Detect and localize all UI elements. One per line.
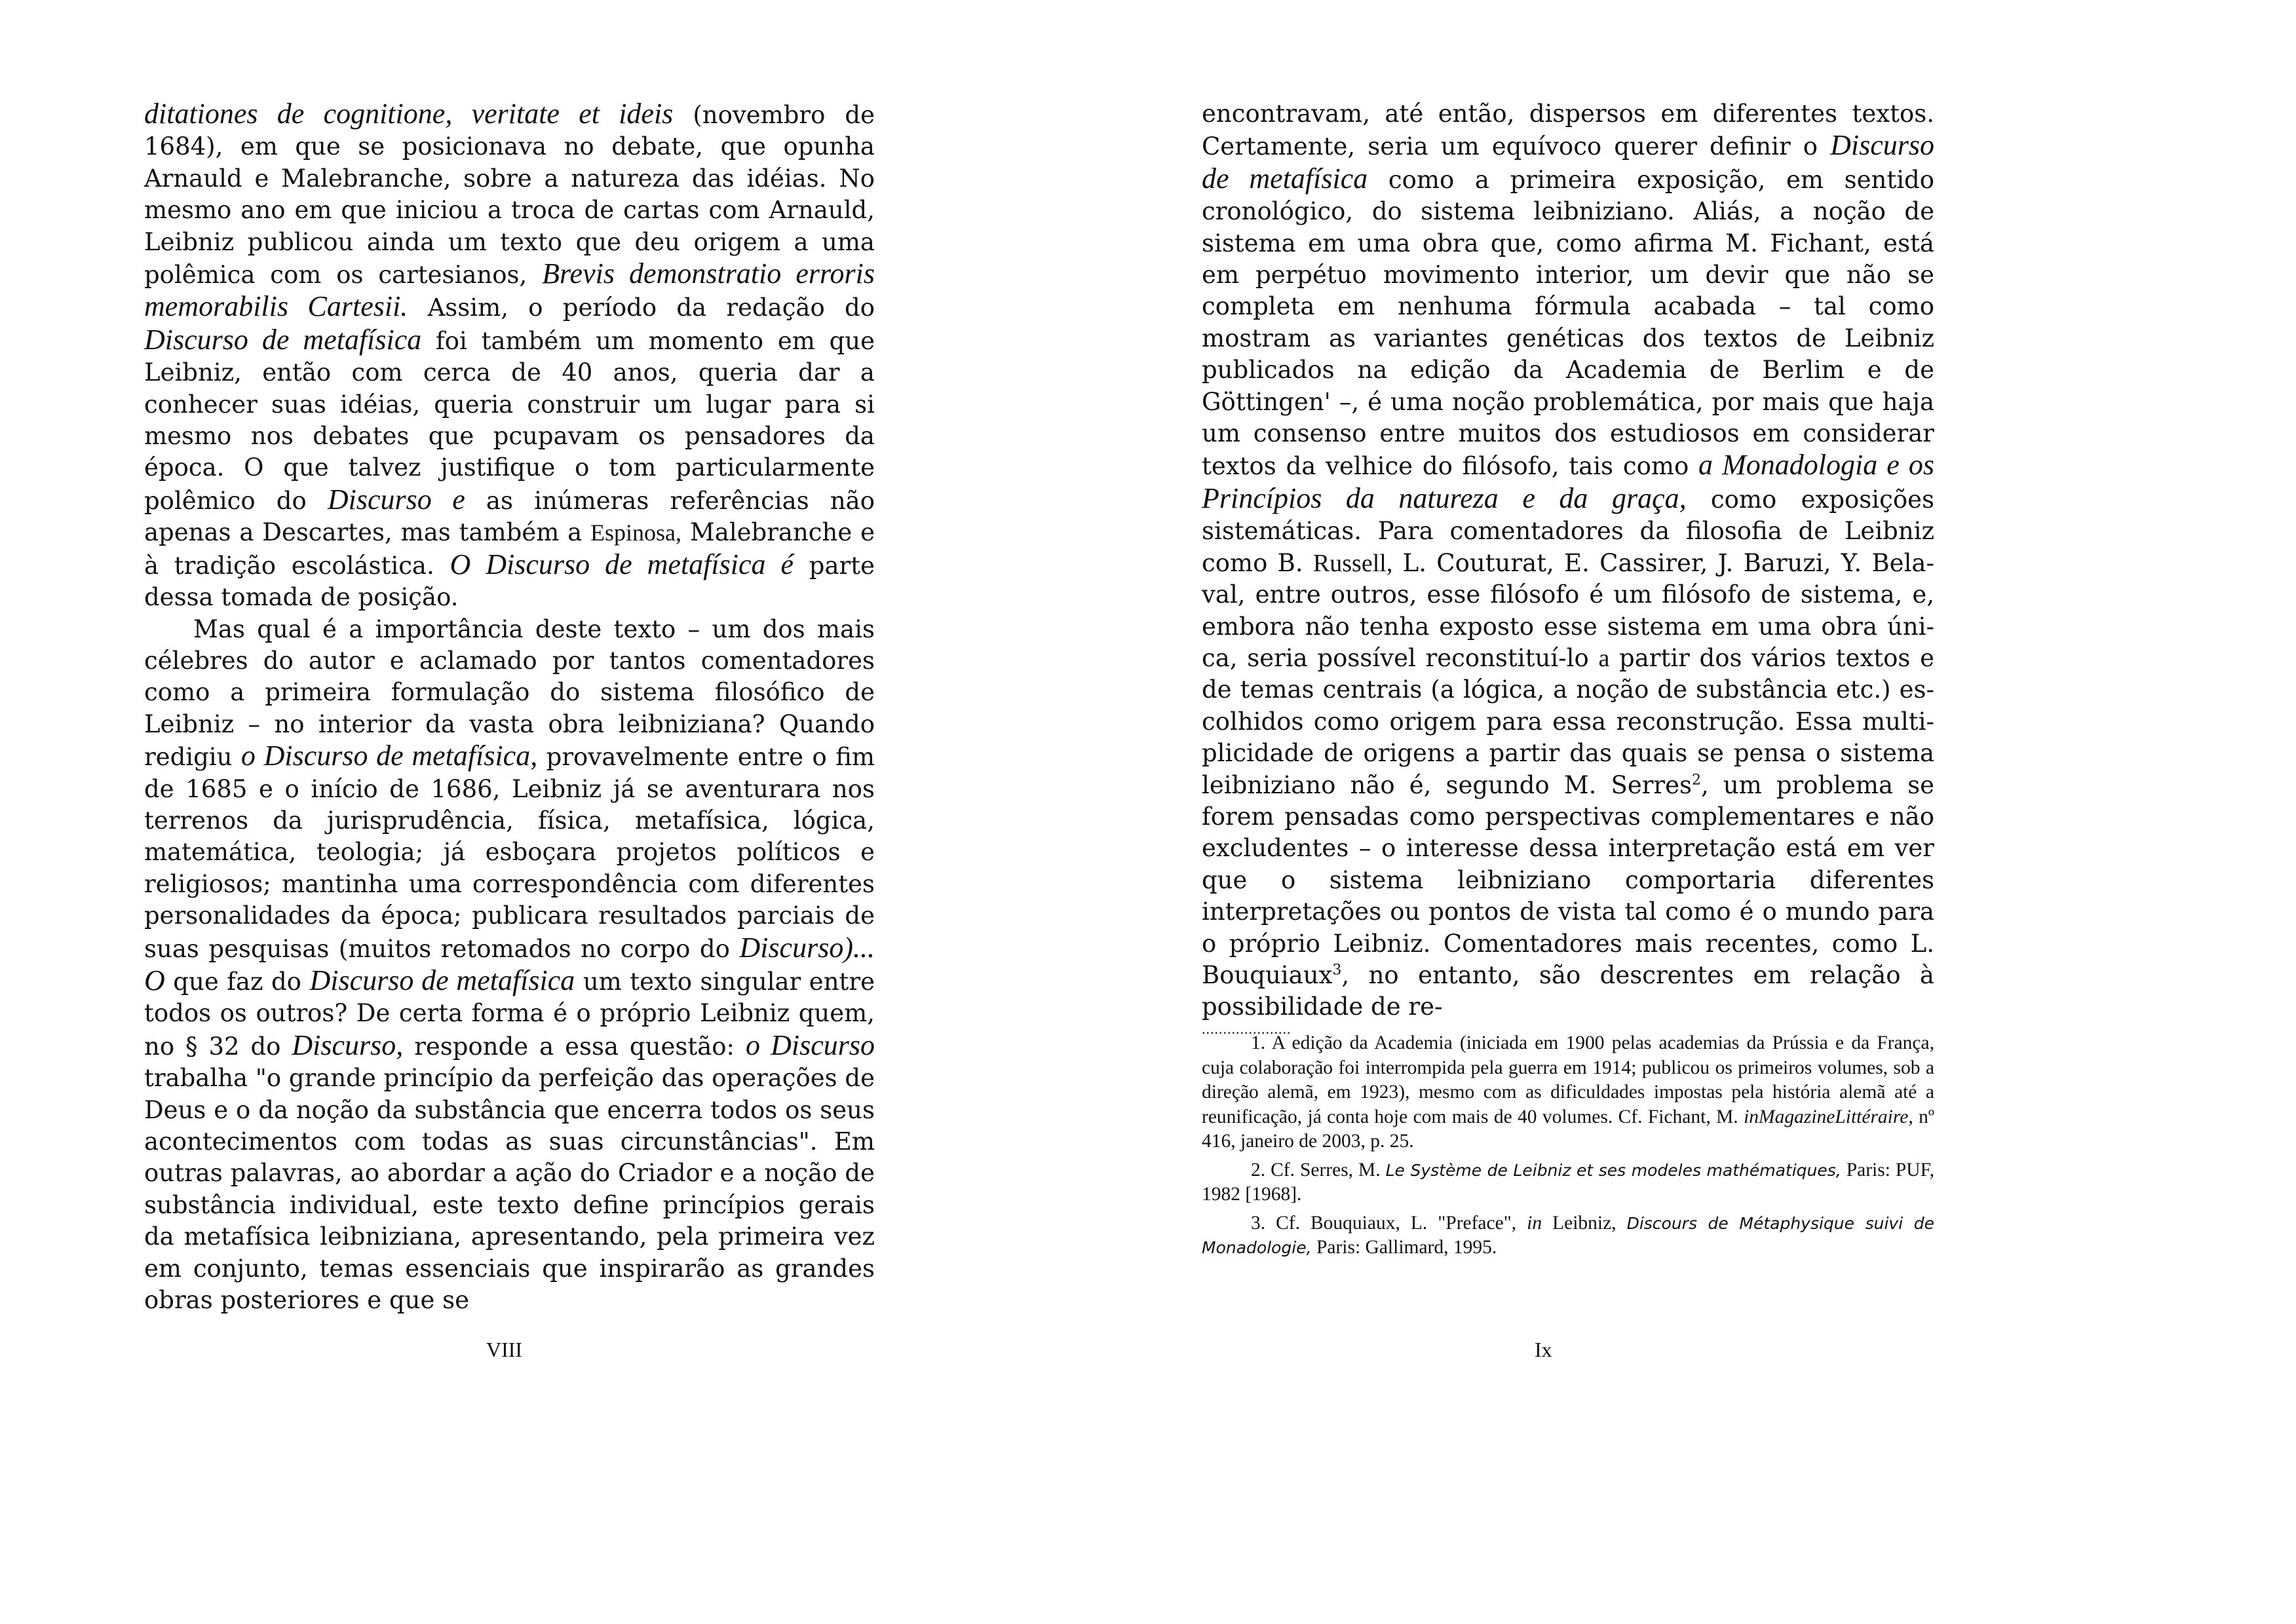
italic-text: O Discurso de metafísica é [450, 548, 794, 580]
italic-text: a Monadologia e os Princípios da natureza e da graça, [1202, 449, 1934, 514]
page-number: Ix [1535, 1338, 1552, 1361]
italic-title: Le Système de Leibniz et ses modeles mathématiques, [1385, 1160, 1841, 1180]
footnote-ref: 2 [1691, 772, 1701, 789]
right-page [1148, 0, 2296, 1624]
paragraph: encontravam, até então, dispersos em diferentes textos. Certamente, seria um equívoco querer definir o Discurso de metafísica como a primeira exposição, em sentido cronológico, do sistema leibniziano. Aliás, a noção de sistema em uma obra que, como afirma M. Fichant, está em perpétuo movimento interior, um devir que não se completa em nenhuma fórmula acabada – tal como mostram as variantes genéticas dos textos de Leibniz publicados na edição da Academia de Berlim e de Göttingen' –, é uma noção problemática, por mais que haja um consenso entre muitos dos estudiosos em considerar textos da velhice do filósofo, tais como a Monadologia e os Princípios da natureza e da graça, como exposições sistemáticas. Para comentadores da filosofia de Leibniz como B. Russell, L. Couturat, E. Cassirer, J. Baruzi, Y. Belaval, entre outros, esse filósofo é um filósofo de sistema, e, embora não tenha exposto esse sistema em uma obra única, seria possível reconstituí-lo a partir dos vários textos e de temas centrais (a lógica, a noção de substância etc.) escolhidos como origem para essa reconstrução. Essa multiplicidade de origens a partir das quais se pensa o sistema leibniziano não é, segundo M. Serres$^2$, um problema se forem pensadas como perspectivas complementares e não excludentes – o interesse dessa interpretação está em ver que o sistema leibniziano comportaria diferentes interpretações ou pontos de vista tal como é o mundo para o próprio Leibniz. Comentadores mais recentes, como L. Bouquiaux$^3$, no entanto, são descrentes em relação à possibilidade de re- [1202, 100, 1935, 1021]
paragraph: Mas qual é a importância deste texto – um dos mais célebres do autor e aclamado por tantos comentadores como a primeira formulação do sistema filosófico de Leibniz – no interior da vasta obra leibniziana? Quando redigiu o Discurso de metafísica, provavelmente entre o fim de 1685 e o início de 1686, Leibniz já se aventurara nos terrenos da jurisprudência, física, metafísica, lógica, matemática, teologia; já esboçara projetos políticos e religiosos; mantinha uma correspondência com diferentes personalidades da época; publicara resultados parciais de suas pesquisas (muitos retomados no corpo do Discurso)... O que faz do Discurso de metafísica um texto singular entre todos os outros? De certa forma é o próprio Leibniz quem, no § 32 do Discurso, responde a essa questão: o Discurso trabalha "o grande princípio da perfeição das operações de Deus e o da noção da substância que encerra todos os seus acontecimentos com todas as suas circunstâncias". Em outras palavras, ao abordar a ação do Criador e a noção de substância individual, este texto define princípios gerais da metafísica leibniziana, apresentando, pela primeira vez em conjunto, temas essenciais que inspirarão as grandes obras posteriores e que se [144, 614, 875, 1315]
footnotes [1202, 1031, 1934, 1264]
italic-text: inMagazineLittéraire, [1744, 1106, 1913, 1127]
italic-title: Discours de Métaphysique suivi de Monadologie, [1202, 1213, 1934, 1257]
italic-text: Discurso, [292, 1029, 404, 1061]
left-body-text [144, 98, 875, 1316]
italic-text: ditationes de cognitione, veritate et ideis [144, 98, 674, 130]
paragraph: ditationes de cognitione, veritate et ideis (novembro de 1684), em que se posicionava no debate, que opunha Arnauld e Malebranche, sobre a natureza das idéias. No mesmo ano em que iniciou a troca de cartas com Arnauld, Leibniz publicou ainda um texto que deu origem a uma polêmica com os cartesianos, Brevis demonstratio erroris memorabilis Cartesii. Assim, o período da redação do Discurso de metafísica foi também um momento em que Leibniz, então com cerca de 40 anos, queria dar a conhecer suas idéias, queria construir um lugar para si mesmo nos debates que pcupavam os pensadores da época. O que talvez justifique o tom particularmente polêmico do Discurso e as inúmeras referências não apenas a Descartes, mas também a Espinosa, Malebranche e à tradição escolástica. O Discurso de metafísica é parte dessa tomada de posição. [144, 98, 875, 612]
page-number: VIII [486, 1338, 523, 1361]
italic-text: Discurso de metafísica [144, 323, 422, 356]
italic-text: Discurso de metafísica [309, 964, 575, 996]
name-text: Russell, [1312, 549, 1393, 577]
name-text: Espinosa, [590, 519, 682, 546]
italic-text: o Discurso de metafísica, [240, 740, 538, 772]
name-text: a [1598, 644, 1610, 672]
italic-text: Discurso de metafísica [1202, 129, 1934, 195]
footnote-ref: 3 [1332, 962, 1342, 979]
italic-text: Discurso)... O [144, 931, 875, 996]
italic-text: Brevis demonstratio erroris memorabilis Cartesii. [144, 257, 875, 323]
italic-text: o Discurso [745, 1029, 875, 1061]
footnote-2: 2. Cf. Serres, M. Le Système de Leibniz et ses modeles mathématiques, Paris: PUF, 1982 [1968]. [1202, 1159, 1935, 1205]
right-body-text [1202, 98, 1934, 1023]
footnote-separator: ..................... [1202, 1021, 1292, 1037]
italic-text: Discurso e [327, 483, 465, 516]
footnote-1: 1. A edição da Academia (iniciada em 1900 pelas academias da Prússia e da França, cuja colaboração foi interrompida pela guerra em 1914; publicou os primeiros volumes, sob a direção alemã, em 1923), mesmo com as dificuldades impostas pela história alemã até a reunificação, já conta hoje com mais de 40 volumes. Cf. Fichant, M. inMagazineLittéraire, nº 416, janeiro de 2003, p. 25. [1202, 1032, 1935, 1152]
footnote-3: 3. Cf. Bouquiaux, L. "Preface", in Leibniz, Discours de Métaphysique suivi de Monadologie, Paris: Gallimard, 1995. [1202, 1212, 1934, 1258]
italic-text: in [1527, 1212, 1542, 1234]
